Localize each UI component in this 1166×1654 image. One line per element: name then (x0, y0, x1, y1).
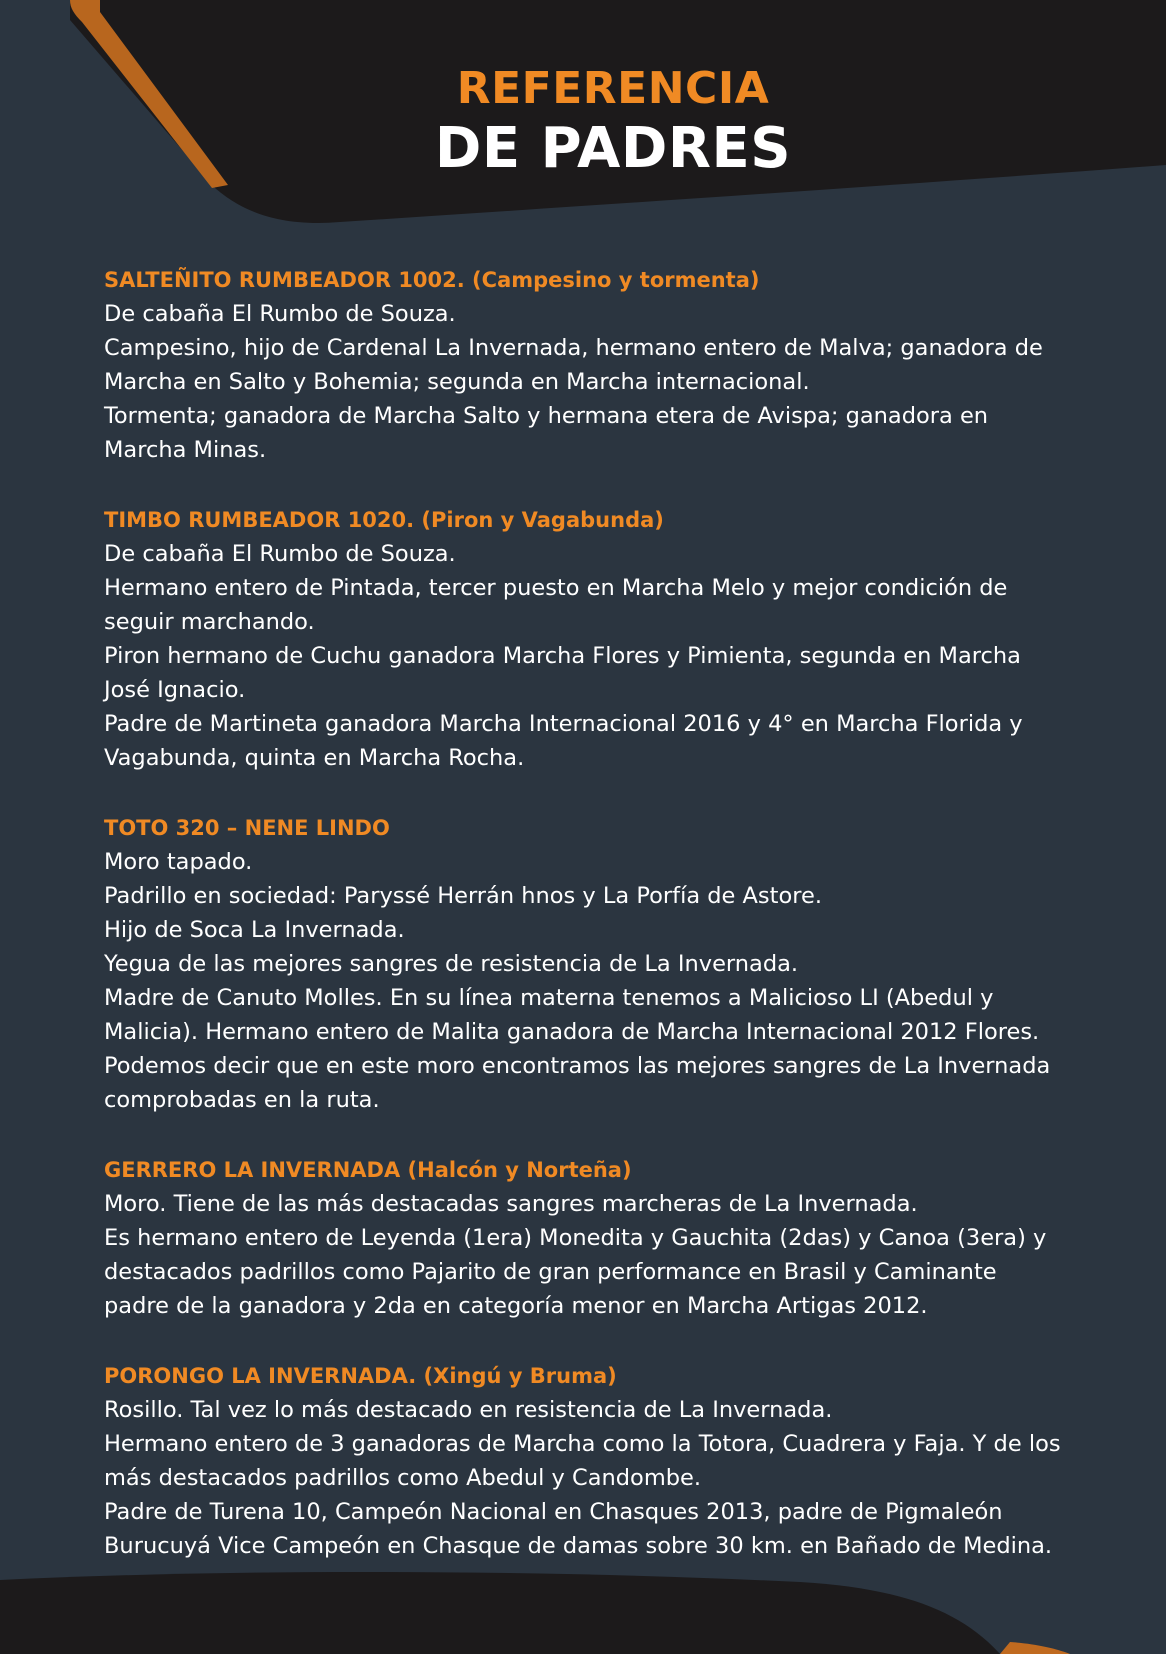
section-title: SALTEÑITO RUMBEADOR 1002. (Campesino y tormenta) (104, 268, 760, 292)
section-timbo (104, 503, 1064, 775)
paragraph: De cabaña El Rumbo de Souza. (104, 301, 456, 327)
section-title: TIMBO RUMBEADOR 1020. (Piron y Vagabunda) (104, 508, 664, 532)
page-title (30, 62, 1166, 182)
orange-stripe-bottom (1000, 1642, 1070, 1654)
paragraph: Padre de Martineta ganadora Marcha Internacional 2016 y 4° en Marcha Florida y Vagabunda, quinta en Marcha Rocha. (104, 711, 1023, 771)
paragraph: Es hermano entero de Leyenda (1era) Monedita y Gauchita (2das) y Canoa (3era) y destacados padrillos como Pajarito de gran performance en Brasil y Caminante padre de la ganadora y 2da en categoría menor en Marcha Artigas 2012. (104, 1225, 1047, 1319)
paragraph: Padre de Turena 10, Campeón Nacional en Chasques 2013, padre de Pigmaleón Burucuyá Vice Campeón en Chasque de damas sobre 30 km. en Bañado de Medina. (104, 1499, 1053, 1559)
title-line-1: REFERENCIA (456, 63, 770, 114)
section-porongo (104, 1359, 1064, 1563)
paragraph: Campesino, hijo de Cardenal La Invernada, hermano entero de Malva; ganadora de Marcha en Salto y Bohemia; segunda en Marcha internacional. (104, 335, 1043, 395)
section-title: PORONGO LA INVERNADA. (Xingú y Bruma) (104, 1364, 617, 1388)
section-salteñito (104, 263, 1064, 467)
title-line-2: DE PADRES (434, 116, 792, 181)
paragraph: De cabaña El Rumbo de Souza. (104, 541, 456, 567)
paragraph: Madre de Canuto Molles. En su línea materna tenemos a Malicioso LI (Abedul y Malicia). Hermano entero de Malita ganadora de Marcha Internacional 2012 Flores. Podemos decir que en este moro encontramos las mejores sangres de La Invernada comprobadas en la ruta. (104, 985, 1051, 1113)
paragraph: Hijo de Soca La Invernada. (104, 917, 405, 943)
document-body (104, 263, 1064, 1599)
paragraph: Moro. Tiene de las más destacadas sangres marcheras de La Invernada. (104, 1191, 918, 1217)
section-toto (104, 811, 1064, 1117)
paragraph: Hermano entero de Pintada, tercer puesto en Marcha Melo y mejor condición de seguir marchando. (104, 575, 1008, 635)
paragraph: Yegua de las mejores sangres de resistencia de La Invernada. (104, 951, 799, 977)
paragraph: Padrillo en sociedad: Paryssé Herrán hnos y La Porfía de Astore. (104, 883, 822, 909)
paragraph: Hermano entero de 3 ganadoras de Marcha como la Totora, Cuadrera y Faja. Y de los más destacados padrillos como Abedul y Candombe. (104, 1431, 1061, 1491)
paragraph: Moro tapado. (104, 849, 253, 875)
paragraph: Rosillo. Tal vez lo más destacado en resistencia de La Invernada. (104, 1397, 833, 1423)
section-title: GERRERO LA INVERNADA (Halcón y Norteña) (104, 1158, 632, 1182)
paragraph: Tormenta; ganadora de Marcha Salto y hermana etera de Avispa; ganadora en Marcha Minas. (104, 403, 989, 463)
section-title: TOTO 320 – NENE LINDO (104, 816, 390, 840)
paragraph: Piron hermano de Cuchu ganadora Marcha Flores y Pimienta, segunda en Marcha José Ignacio. (104, 643, 1021, 703)
section-gerrero (104, 1153, 1064, 1323)
